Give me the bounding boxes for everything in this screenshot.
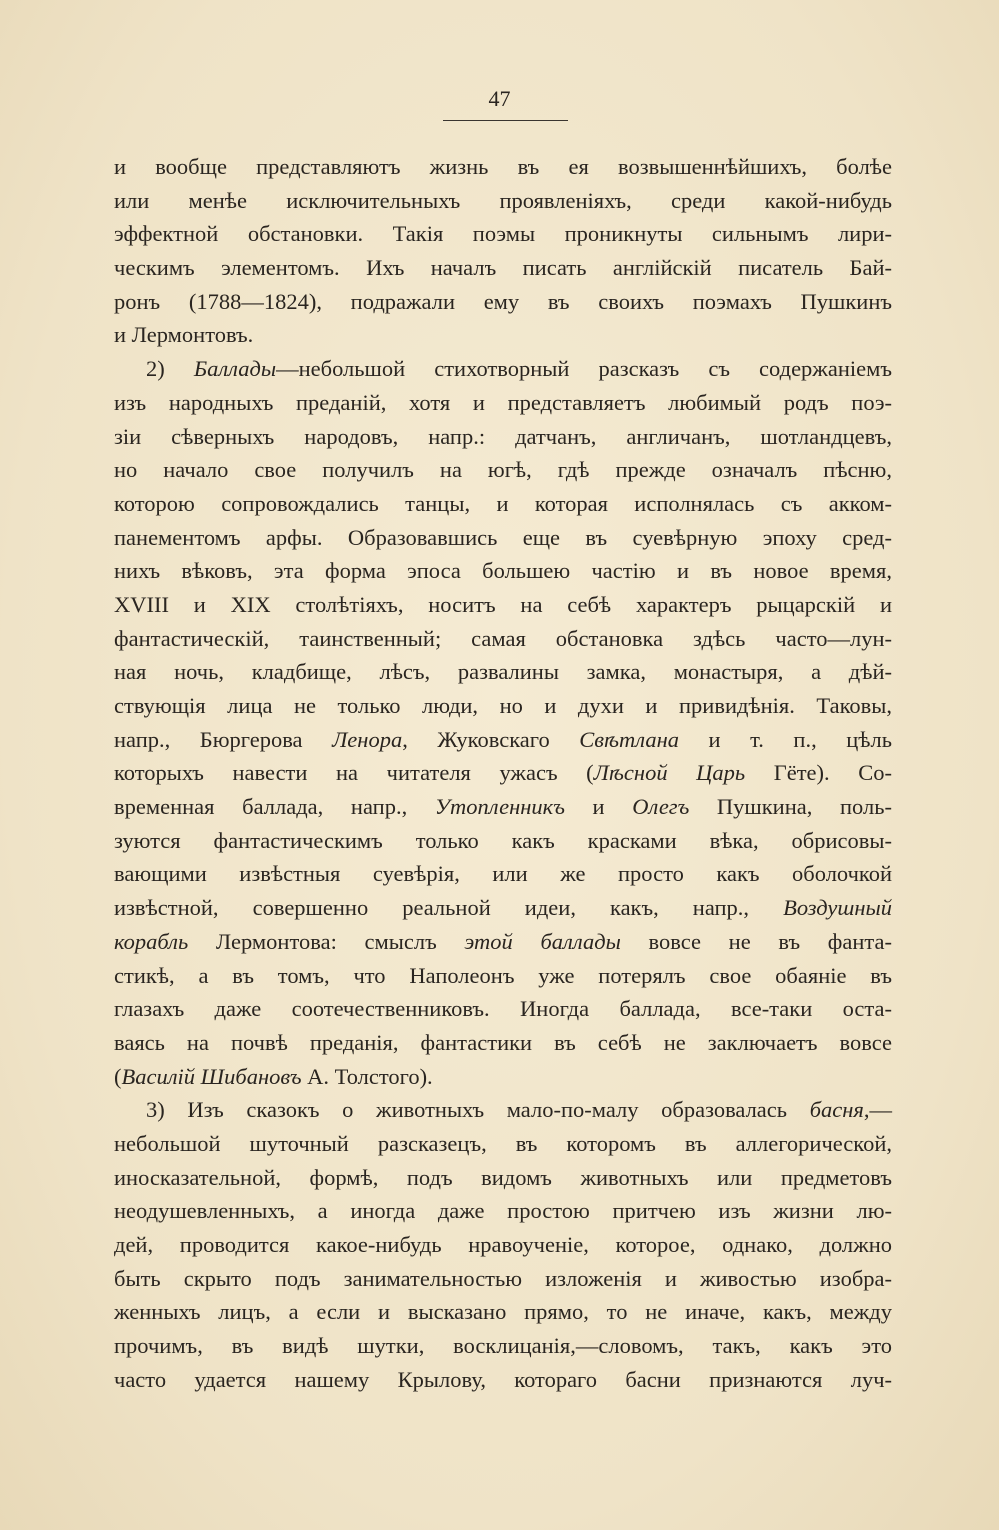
text-line: [114, 554, 892, 588]
text-run: стикѣ, а въ томъ, что Наполеонъ уже потерялъ свое обаяніе въ: [114, 962, 892, 988]
text-run: женныхъ лицъ, а если и высказано прямо, то не иначе, какъ, между: [114, 1299, 892, 1325]
text-run: которыхъ навести на читателя ужасъ (: [114, 760, 594, 786]
text-run: и вообще представляютъ жизнь въ ея возвышеннѣйшихъ, болѣе: [114, 154, 892, 179]
text-line: [114, 251, 892, 285]
text-run: извѣстной, совершенно реальной идеи, какъ, напр.,: [114, 895, 784, 921]
text-run: ная ночь, кладбище, лѣсъ, развалины замка, монастыря, а дѣй-: [114, 659, 892, 685]
text-run: (: [114, 1063, 122, 1089]
text-line: [114, 891, 892, 925]
header-rule: [443, 120, 568, 121]
italic-title: Баллады: [193, 356, 277, 382]
text-run: временная баллада, напр.,: [114, 794, 435, 820]
italic-title: корабль: [114, 928, 189, 954]
text-line: [114, 184, 892, 218]
text-line: [114, 824, 892, 858]
text-line: [114, 352, 892, 386]
text-line: [114, 959, 892, 993]
text-run: Пушкина, поль-: [689, 794, 892, 820]
italic-title: басня: [809, 1097, 864, 1123]
italic-title: Свѣтлана: [579, 726, 680, 752]
text-line: [114, 1295, 892, 1329]
text-line: [114, 622, 892, 656]
text-line: [114, 318, 892, 352]
text-run: фантастическій, таинственный; самая обстановка здѣсь часто—лун-: [114, 625, 892, 651]
text-run: глазахъ даже соотечественниковъ. Иногда баллада, все-таки оста-: [114, 996, 892, 1022]
text-run: которою сопровождались танцы, и которая исполнялась съ акком-: [114, 490, 892, 516]
italic-title: Лѣсной Царь: [593, 760, 746, 786]
text-run: прочимъ, въ видѣ шутки, восклицанія,—словомъ, такъ, какъ это: [114, 1333, 892, 1359]
text-run: и: [564, 794, 633, 820]
text-run: неодушевленныхъ, а иногда даже простою притчею изъ жизни лю-: [114, 1198, 892, 1224]
text-line: [114, 285, 892, 319]
body-text: [114, 150, 892, 1396]
text-run: вающими извѣстныя суевѣрія, или же просто какъ оболочкой: [114, 861, 892, 887]
text-line: [114, 925, 892, 959]
text-run: , Жуковскаго: [402, 726, 580, 752]
italic-title: Василій Шибановъ: [121, 1063, 302, 1089]
text-run: напр., Бюргерова: [114, 726, 333, 752]
text-line: [114, 1127, 892, 1161]
italic-title: Ленора: [332, 726, 403, 752]
text-run: ,—: [863, 1097, 892, 1123]
text-line: [114, 1194, 892, 1228]
text-line: [114, 857, 892, 891]
text-run: но начало свое получилъ на югѣ, гдѣ прежде означалъ пѣсню,: [114, 457, 892, 483]
text-run: ваясь на почвѣ преданія, фантастики въ себѣ не заключаетъ вовсе: [114, 1029, 892, 1055]
text-line: [114, 723, 892, 757]
text-line: [114, 1060, 892, 1094]
text-run: А. Толстого).: [301, 1063, 433, 1089]
text-line: [114, 588, 892, 622]
italic-title: Олегъ: [632, 794, 690, 820]
text-run: —небольшой стихотворный разсказъ съ содержаніемъ: [276, 356, 892, 382]
text-line: [114, 992, 892, 1026]
text-line: [114, 655, 892, 689]
text-line: [114, 420, 892, 454]
text-line: [114, 756, 892, 790]
italic-title: Воздушный: [783, 895, 892, 921]
text-run: 3) Изъ сказокъ о животныхъ мало-по-малу образовалась: [146, 1097, 810, 1123]
text-run: и т. п., цѣль: [679, 726, 893, 752]
text-run: Лермонтова: смыслъ: [188, 928, 465, 954]
text-line: [114, 453, 892, 487]
text-line: [114, 689, 892, 723]
text-run: зуются фантастическимъ только какъ красками вѣка, обрисовы-: [114, 827, 892, 853]
text-run: ческимъ элементомъ. Ихъ началъ писать англійскій писатель Бай-: [114, 255, 892, 281]
text-run: ствующія лица не только люди, но и духи и привидѣнія. Таковы,: [114, 693, 892, 718]
text-line: [114, 790, 892, 824]
text-line: [114, 150, 892, 184]
text-run: вовсе не въ фанта-: [620, 928, 892, 954]
text-line: [114, 1262, 892, 1296]
text-line: [114, 386, 892, 420]
text-run: ронъ (1788—1824), подражали ему въ своихъ поэмахъ Пушкинъ: [114, 288, 892, 314]
italic-title: этой баллады: [464, 928, 621, 954]
text-line: [114, 1161, 892, 1195]
text-run: нихъ вѣковъ, эта форма эпоса большею частію и въ новое время,: [114, 558, 892, 584]
text-run: изъ народныхъ преданій, хотя и представляетъ любимый родъ поэ-: [114, 389, 892, 415]
text-line: [114, 1093, 892, 1127]
text-line: [114, 487, 892, 521]
text-run: дей, проводится какое-нибудь нравоученіе, которое, однако, должно: [114, 1232, 892, 1257]
text-run: эффектной обстановки. Такія поэмы проникнуты сильнымъ лири-: [114, 221, 892, 247]
text-run: XVIII и XIX столѣтіяхъ, носитъ на себѣ характеръ рыцарскій и: [114, 591, 892, 617]
text-run: зіи сѣверныхъ народовъ, напр.: датчанъ, англичанъ, шотландцевъ,: [114, 423, 892, 449]
text-line: [114, 1228, 892, 1262]
page-number: 47: [488, 86, 511, 111]
text-run: часто удается нашему Крылову, котораго басни признаются луч-: [114, 1366, 892, 1392]
text-run: Гёте). Со-: [745, 760, 892, 786]
text-run: 2): [146, 356, 194, 382]
italic-title: Утопленникъ: [434, 794, 565, 820]
text-run: панементомъ арфы. Образовавшись еще въ суевѣрную эпоху сред-: [114, 524, 892, 550]
text-line: [114, 1329, 892, 1363]
text-line: [114, 1026, 892, 1060]
text-line: [114, 217, 892, 251]
text-line: [114, 1363, 892, 1397]
text-run: или менѣе исключительныхъ проявленіяхъ, среди какой-нибудь: [114, 187, 892, 213]
text-run: иносказательной, формѣ, подъ видомъ животныхъ или предметовъ: [114, 1164, 892, 1190]
text-line: [114, 521, 892, 555]
text-run: быть скрыто подъ занимательностью изложенія и живостью изобра-: [114, 1265, 892, 1291]
text-run: небольшой шуточный разсказецъ, въ которомъ въ аллегорической,: [114, 1130, 892, 1156]
text-run: и Лермонтовъ.: [114, 322, 254, 348]
